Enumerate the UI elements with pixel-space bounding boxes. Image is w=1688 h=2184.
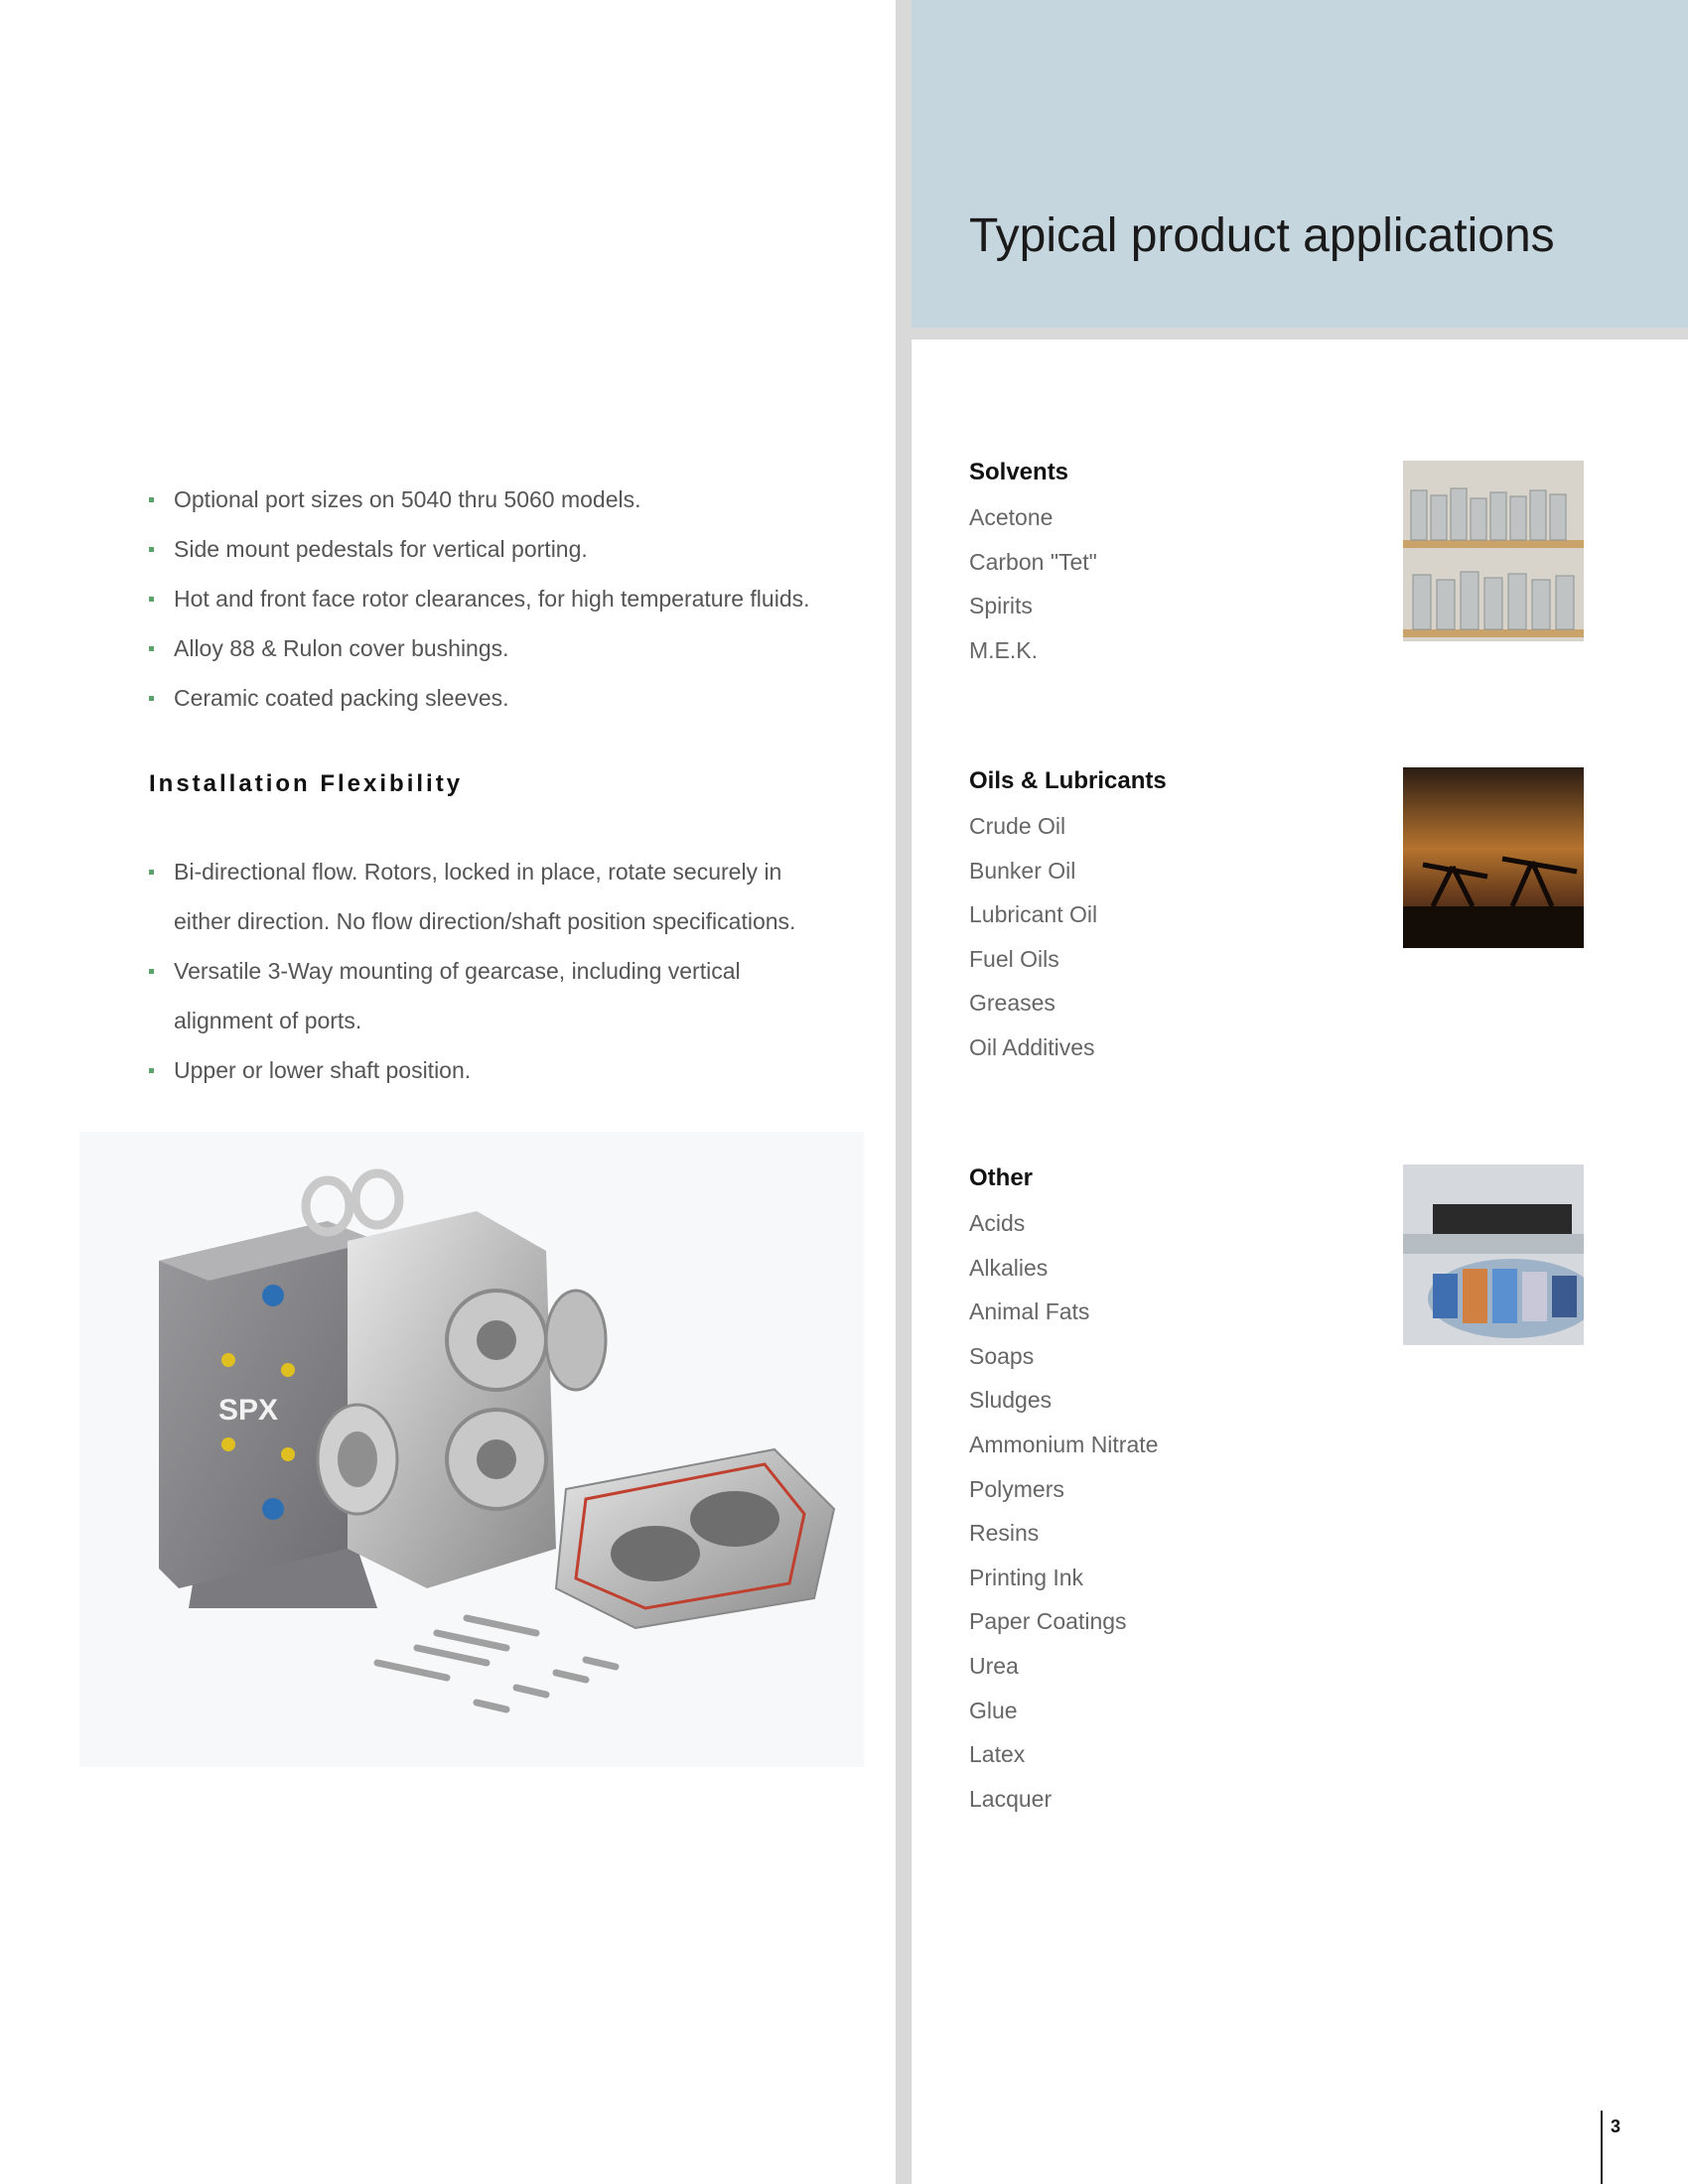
category-title: Solvents (969, 459, 1069, 485)
list-item-continuation: either direction. No flow direction/shaft position specifications. (174, 908, 796, 934)
list-item: Urea (969, 1652, 1019, 1679)
list-item: Soaps (969, 1342, 1035, 1369)
list-item: Side mount pedestals for vertical porting. (149, 524, 844, 574)
header-band (912, 0, 1688, 328)
pump-image (79, 1132, 864, 1767)
list-item: Paper Coatings (969, 1608, 1127, 1635)
page-number-rule (1601, 2111, 1603, 2184)
list-item: Upper or lower shaft position. (149, 1045, 844, 1095)
list-item: Acetone (969, 504, 1054, 530)
bullet-icon (149, 1068, 154, 1073)
list-item: Sludges (969, 1387, 1053, 1414)
list-item: Greases (969, 990, 1055, 1017)
list-item: Glue (969, 1697, 1018, 1723)
list-item: Resins (969, 1520, 1040, 1547)
list-item: Printing Ink (969, 1564, 1084, 1590)
bullet-icon (149, 597, 154, 602)
list-item: Crude Oil (969, 813, 1066, 839)
list-item: Lubricant Oil (969, 901, 1098, 928)
header-underline (912, 328, 1688, 340)
page-title: Typical product applications (969, 209, 1555, 262)
list-item: Lacquer (969, 1785, 1053, 1812)
page-number: 3 (1611, 2116, 1621, 2136)
category-title: Other (969, 1164, 1034, 1191)
list-item: Latex (969, 1741, 1026, 1768)
list-item: Hot and front face rotor clearances, for high temperature fluids. (149, 574, 844, 623)
solvent-bottles-image (1403, 461, 1584, 641)
bullet-icon (149, 870, 154, 875)
category-list (969, 1201, 1386, 1821)
list-item: Bi-directional flow. Rotors, locked in place, rotate securely in (149, 847, 844, 896)
category-oils (969, 766, 1386, 1070)
column-divider (896, 0, 912, 2184)
category-other (969, 1163, 1386, 1821)
spx-logo: SPX (218, 1394, 279, 1427)
list-item: Bunker Oil (969, 857, 1076, 884)
installation-heading: Installation Flexibility (149, 770, 464, 797)
list-item: M.E.K. (969, 636, 1039, 663)
list-item: Ammonium Nitrate (969, 1431, 1159, 1457)
list-item: Carbon "Tet" (969, 548, 1097, 575)
category-list (969, 804, 1386, 1070)
feature-list (149, 475, 844, 723)
bullet-icon (149, 696, 154, 701)
list-item: Fuel Oils (969, 945, 1059, 972)
category-solvents (969, 458, 1386, 672)
bullet-icon (149, 969, 154, 974)
category-title: Oils & Lubricants (969, 767, 1167, 794)
list-item: Ceramic coated packing sleeves. (149, 673, 844, 723)
list-item: Oil Additives (969, 1033, 1095, 1060)
list-item: Versatile 3-Way mounting of gearcase, including vertical (149, 946, 844, 996)
list-item: Spirits (969, 593, 1033, 619)
list-item: Alkalies (969, 1254, 1049, 1281)
bullet-icon (149, 547, 154, 552)
oil-pump-sunset-image (1403, 767, 1584, 948)
category-list (969, 495, 1386, 672)
list-item: Acids (969, 1210, 1026, 1236)
list-item: Animal Fats (969, 1298, 1090, 1325)
list-item: Alloy 88 & Rulon cover bushings. (149, 623, 844, 673)
list-item-continuation: alignment of ports. (174, 1008, 362, 1033)
installation-list (149, 847, 844, 1095)
bullet-icon (149, 646, 154, 651)
list-item: Polymers (969, 1475, 1064, 1502)
printing-press-image (1403, 1164, 1584, 1345)
list-item: Optional port sizes on 5040 thru 5060 models. (149, 475, 844, 524)
bullet-icon (149, 497, 154, 502)
